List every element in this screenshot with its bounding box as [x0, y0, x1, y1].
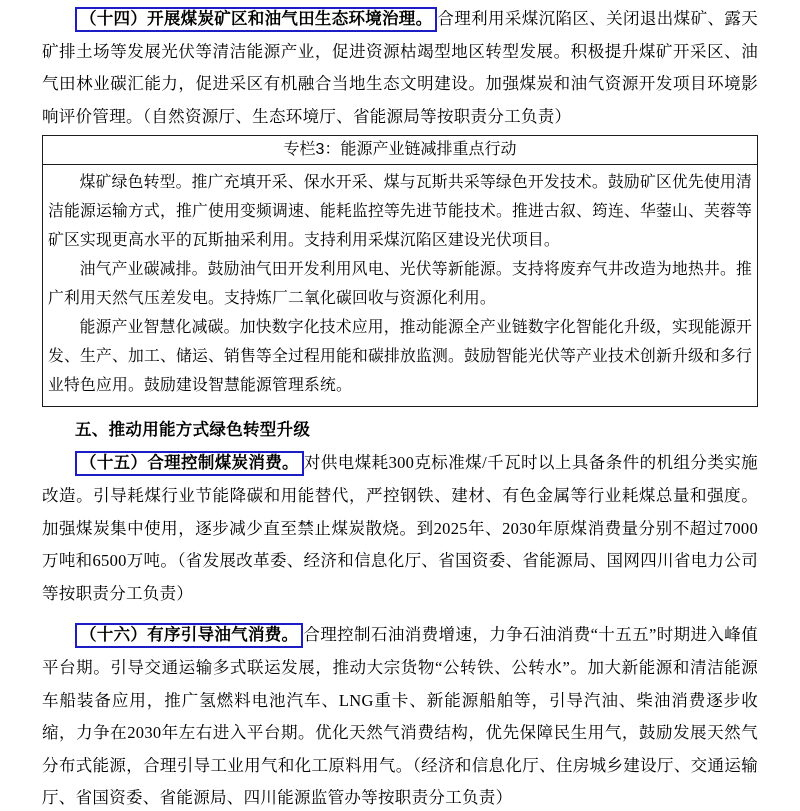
column-box-paragraph-smart-energy-decarbonization: 能源产业智慧化减碳。加快数字化技术应用，推动能源全产业链数字化智能化升级，实现能源开发、生产、加工、储运、销售等全过程用能和碳排放监测。鼓励智能光伏等产业技术创新升级和多行业特色应用。鼓励建设智慧能源管理系统。: [48, 319, 752, 395]
paragraph-clause-14: [42, 3, 758, 133]
column-box-paragraph-coal-green-transition: 煤矿绿色转型。推广充填开采、保水开采、煤与瓦斯共采等绿色开发技术。鼓励矿区优先使用清洁能源运输方式，推广使用变频调速、能耗监控等先进节能技术。推进古叙、筠连、华蓥山、芙蓉等矿区实现更高水平的瓦斯抽采利用。支持利用采煤沉陷区建设光伏项目。: [48, 174, 752, 250]
column-box-3-body: [43, 165, 757, 406]
column-box-3-title: 专栏3：能源产业链减排重点行动: [43, 136, 757, 165]
column-box-3: [42, 135, 758, 407]
column-box-paragraph-oilgas-carbon-reduction: 油气产业碳减排。鼓励油气田开发利用风电、光伏等新能源。支持将废弃气井改造为地热井。推广利用天然气压差发电。支持炼厂二氧化碳回收与资源化利用。: [48, 261, 752, 308]
clause-15-highlight-box: （十五）合理控制煤炭消费。: [75, 451, 304, 476]
clause-16-body-text: 合理控制石油消费增速，力争石油消费“十五五”时期进入峰值平台期。引导交通运输多式联运发展，推动大宗货物“公转铁、公转水”。加大新能源和清洁能源车船装备应用，推广氢燃料电池汽车、LNG重卡、新能源船舶等，引导汽油、柴油消费逐步收缩，力争在2030年左右进入平台期。优化天然气消费结构，优先保障民生用气，鼓励发展天然气分布式能源，合理引导工业用气和化工原料用气。（经济和信息化厅、住房城乡建设厅、交通运输厅、省国资委、省能源局、四川能源监管办等按职责分工负责）: [42, 625, 759, 808]
clause-15-body-text: 对供电煤耗300克标准煤/千瓦时以上具备条件的机组分类实施改造。引导耗煤行业节能降碳和用能替代，严控钢铁、建材、有色金属等行业耗煤总量和强度。加强煤炭集中使用，逐步减少直至禁止煤炭散烧。到2025年、2030年原煤消费量分别不超过7000万吨和6500万吨。（省发展改革委、经济和信息化厅、省国资委、省能源局、国网四川省电力公司等按职责分工负责）: [42, 453, 758, 603]
paragraph-clause-16: [42, 619, 758, 811]
section-5-heading: 五、推动用能方式绿色转型升级: [75, 421, 311, 440]
clause-16-highlight-box: （十六）有序引导油气消费。: [75, 623, 303, 648]
clause-14-body-text: 合理利用采煤沉陷区、关闭退出煤矿、露天矿排土场等发展光伏等清洁能源产业，促进资源枯竭型地区转型发展。积极提升煤矿开采区、油气田林业碳汇能力，促进采区有机融合当地生态文明建设。加强煤炭和油气资源开发项目环境影响评价管理。（自然资源厅、生态环境厅、省能源局等按职责分工负责）: [42, 9, 759, 126]
clause-14-highlight-box: （十四）开展煤炭矿区和油气田生态环境治理。: [75, 7, 437, 32]
paragraph-clause-15: [42, 447, 758, 610]
